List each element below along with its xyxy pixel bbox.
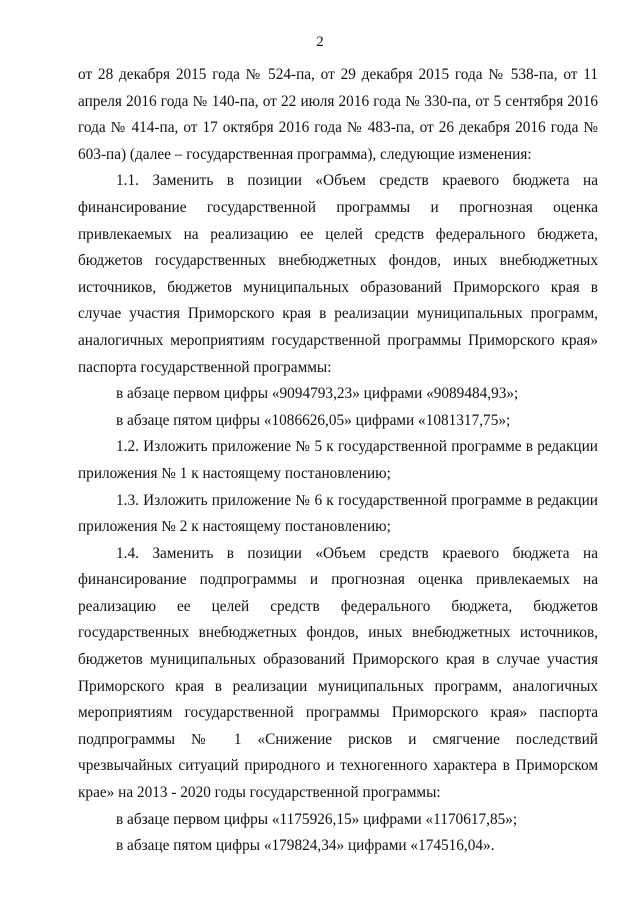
- paragraph-item-1-1-fifth: в абзаце пятом цифры «1086626,05» цифрами «1081317,75»;: [116, 411, 511, 429]
- paragraph-item-1-2: 1.2. Изложить приложение № 5 к государственной программе в редакции приложения № 1 к настоящему постановлению;: [78, 438, 598, 482]
- paragraph-item-1-4-first: в абзаце первом цифры «1175926,15» цифрами «1170617,85»;: [116, 810, 518, 828]
- paragraph-item-1-4: 1.4. Заменить в позиции «Объем средств краевого бюджета на финансирование подпрограммы и прогнозная оценка привлекаемых на реализацию ее целей средств федерального бюджета, бюджетов государственных внебюджетных фондов, иных внебюджетных источников, бюджетов муниципальных образований Приморского края в случае участия Приморского края в реализации муниципальных программ, аналогичных мероприятиям государственной программы Приморского края» паспорта подпрограммы № 1 «Снижение рисков и смягчение последствий чрезвычайных ситуаций природного и техногенного характера в Приморском крае» на 2013 - 2020 годы государственной программы:: [78, 544, 598, 802]
- paragraph-item-1-4-fifth: в абзаце пятом цифры «179824,34» цифрами «174516,04».: [116, 837, 495, 855]
- paragraph-item-1-3: 1.3. Изложить приложение № 6 к государственной программе в редакции приложения № 2 к настоящему постановлению;: [78, 491, 598, 536]
- paragraph-intro-continuation: от 28 декабря 2015 года № 524-па, от 29 декабря 2015 года № 538-па, от 11 апреля 2016 года № 140-па, от 22 июля 2016 года № 330-па, от 5 сентября 2016 года № 414-па, от 17 октября 2016 года № 483-па, от 26 декабря 2016 года № 603-па) (далее – государственная программа), следующие изменения:: [78, 66, 598, 163]
- page-number: 2: [316, 34, 324, 50]
- paragraph-item-1-1-first: в абзаце первом цифры «9094793,23» цифрами «9089484,93»;: [116, 385, 519, 403]
- paragraph-item-1-1: 1.1. Заменить в позиции «Объем средств краевого бюджета на финансирование государственной программы и прогнозная оценка привлекаемых на реализацию ее целей средств федерального бюджета, бюджетов государственных внебюджетных фондов, иных внебюджетных источников, бюджетов муниципальных образований Приморского края в случае участия Приморского края в реализации муниципальных программ, аналогичных мероприятиям государственной программы Приморского края» паспорта государственной программы:: [78, 172, 598, 376]
- document-body: [78, 62, 598, 860]
